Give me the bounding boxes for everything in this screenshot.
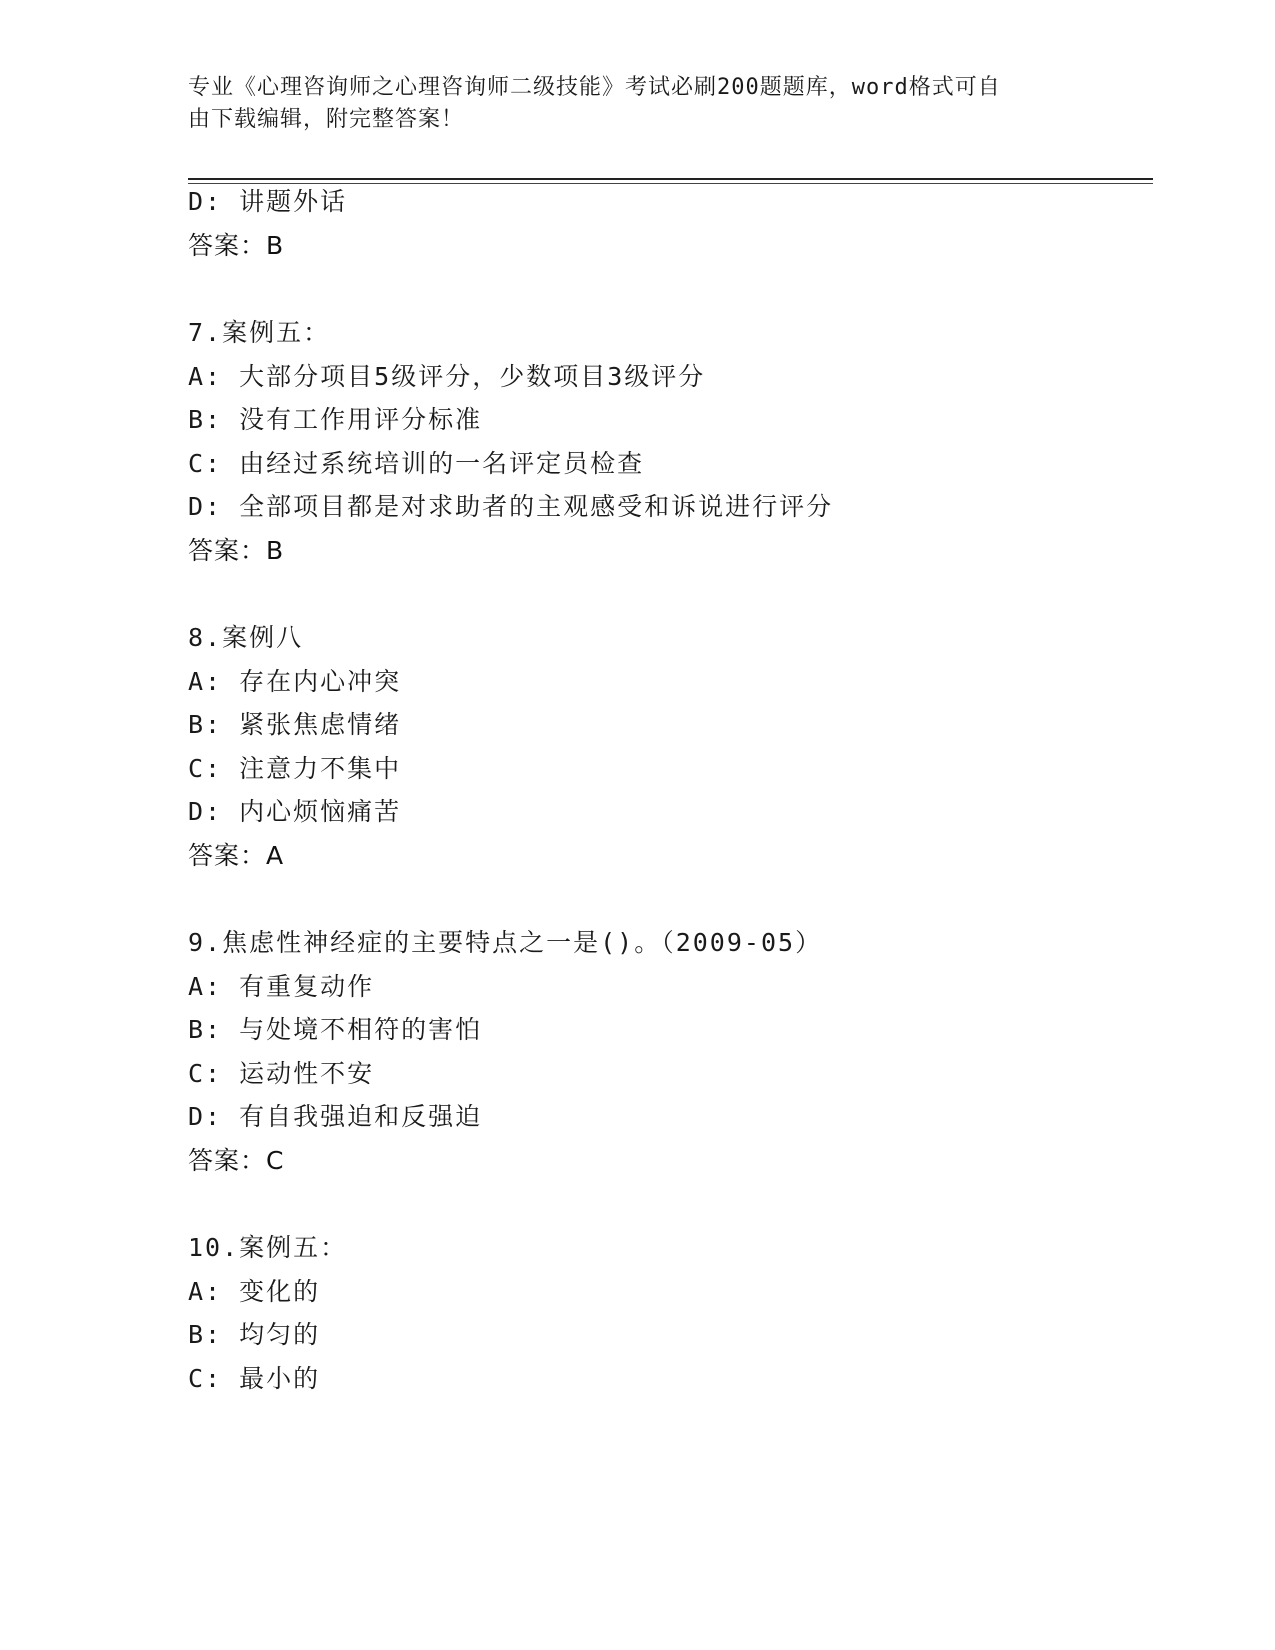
- option-a: A: 存在内心冲突: [188, 667, 402, 696]
- header-intro-line-2: 由下载编辑，附完整答案！: [188, 107, 465, 132]
- option-d: D: 有自我强迫和反强迫: [188, 1102, 483, 1131]
- option-c: C: 运动性不安: [188, 1059, 375, 1088]
- answer-line: 答案：B: [188, 231, 285, 260]
- answer-line: 答案：B: [188, 536, 285, 565]
- header-divider-thin: [188, 183, 1153, 184]
- option-b: B: 均匀的: [188, 1320, 321, 1349]
- option-b: B: 紧张焦虑情绪: [188, 710, 402, 739]
- option-c: C: 注意力不集中: [188, 754, 402, 783]
- option-d: D: 全部项目都是对求助者的主观感受和诉说进行评分: [188, 492, 834, 521]
- header-divider: [188, 178, 1153, 180]
- option-d: D: 内心烦恼痛苦: [188, 797, 402, 826]
- option-a: A: 大部分项目5级评分，少数项目3级评分: [188, 362, 706, 391]
- question-10: 10.案例五：: [188, 1233, 348, 1262]
- header-intro-line-1: 专业《心理咨询师之心理咨询师二级技能》考试必刷200题题库，word格式可自: [188, 75, 1001, 100]
- document-header: [188, 72, 1088, 136]
- answer-line: 答案：C: [188, 1146, 285, 1175]
- question-7: 7.案例五：: [188, 318, 331, 347]
- option-a: A: 有重复动作: [188, 972, 375, 1001]
- option-c: C: 由经过系统培训的一名评定员检查: [188, 449, 645, 478]
- option-d: D: 讲题外话: [188, 187, 348, 216]
- answer-line: 答案：A: [188, 841, 285, 870]
- option-b: B: 与处境不相符的害怕: [188, 1015, 483, 1044]
- question-9: 9.焦虑性神经症的主要特点之一是()。（2009-05）: [188, 928, 823, 957]
- option-b: B: 没有工作用评分标准: [188, 405, 483, 434]
- option-c: C: 最小的: [188, 1364, 321, 1393]
- option-a: A: 变化的: [188, 1277, 321, 1306]
- question-8: 8.案例八: [188, 623, 304, 652]
